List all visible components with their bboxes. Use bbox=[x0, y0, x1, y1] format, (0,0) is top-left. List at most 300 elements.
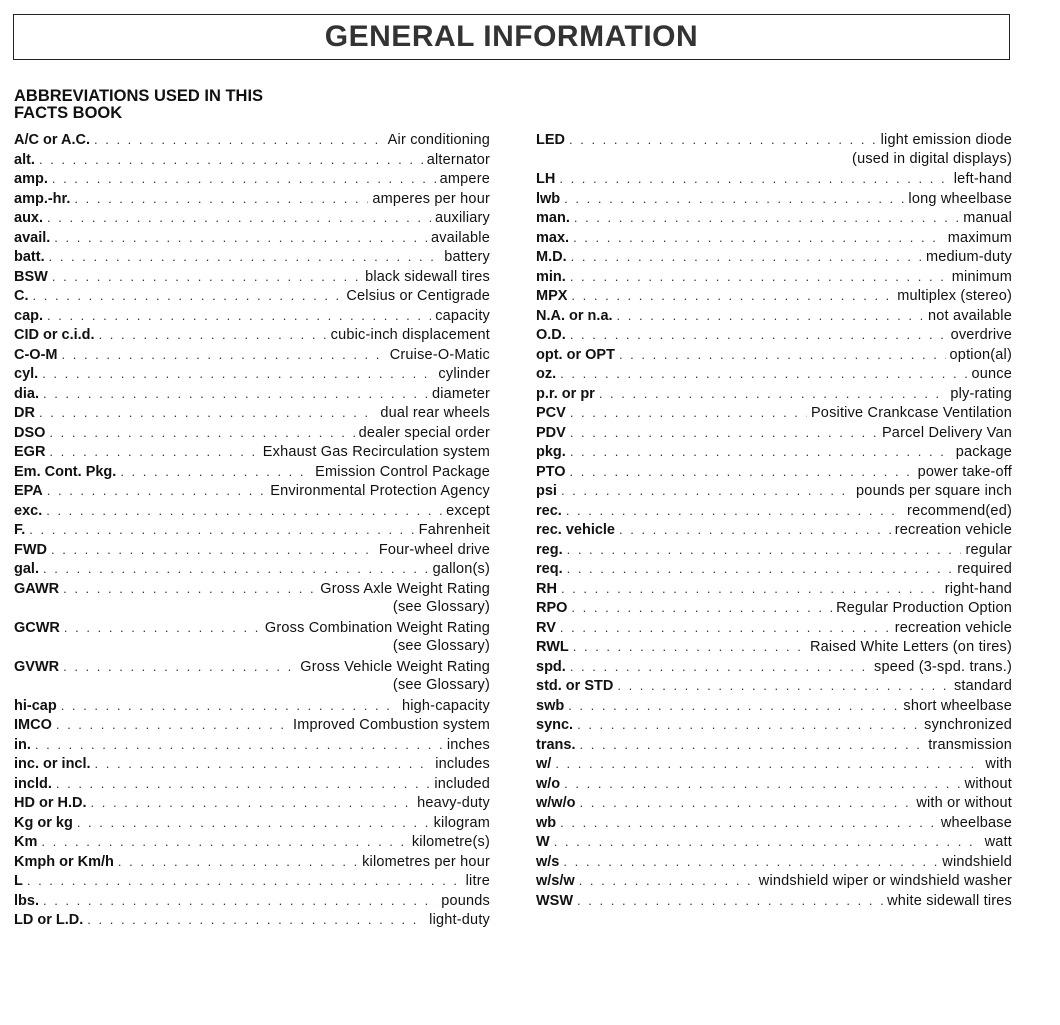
abbreviation-term: lbs. bbox=[14, 892, 39, 909]
dot-leader bbox=[577, 715, 920, 735]
dot-leader bbox=[617, 676, 950, 696]
abbreviation-meaning: Gross Vehicle Weight Rating bbox=[300, 658, 490, 675]
dot-leader bbox=[99, 325, 327, 345]
dot-leader bbox=[571, 247, 922, 267]
abbreviation-term: reg. bbox=[536, 541, 563, 558]
abbreviation-term: req. bbox=[536, 561, 563, 577]
dot-leader bbox=[87, 910, 425, 930]
abbreviation-term: CID or c.i.d. bbox=[14, 327, 95, 343]
dot-leader bbox=[35, 735, 443, 755]
abbreviation-term: amp. bbox=[14, 171, 48, 187]
abbreviation-term: FWD bbox=[14, 541, 48, 558]
abbreviation-term: PTO bbox=[536, 463, 566, 480]
abbreviation-entry bbox=[536, 540, 1012, 560]
abbreviation-meaning: medium-duty bbox=[925, 249, 1012, 265]
abbreviation-meaning: includes bbox=[435, 756, 490, 772]
abbreviation-meaning: included bbox=[434, 775, 490, 792]
dot-leader bbox=[570, 462, 914, 482]
abbreviation-entry bbox=[536, 501, 1012, 521]
abbreviation-entry bbox=[14, 384, 490, 404]
abbreviation-meaning: alternator bbox=[426, 151, 490, 168]
dot-leader bbox=[62, 345, 386, 365]
abbreviation-entry bbox=[14, 910, 490, 930]
dot-leader bbox=[560, 618, 891, 638]
dot-leader bbox=[77, 813, 430, 833]
dot-leader bbox=[47, 481, 266, 501]
dot-leader bbox=[555, 754, 981, 774]
abbreviation-entry bbox=[536, 657, 1012, 677]
abbreviation-entry bbox=[14, 540, 490, 560]
abbreviation-term: batt. bbox=[14, 249, 45, 265]
abbreviation-meaning: Gross Combination Weight Rating bbox=[264, 619, 490, 636]
abbreviation-entry bbox=[14, 618, 490, 657]
abbreviation-entry bbox=[536, 345, 1012, 365]
abbreviation-term: swb bbox=[536, 697, 565, 714]
abbreviation-entry bbox=[536, 871, 1012, 891]
abbreviation-term: MPX bbox=[536, 288, 568, 304]
abbreviation-term: w/s bbox=[536, 853, 560, 870]
abbreviation-term: IMCO bbox=[14, 717, 52, 733]
abbreviation-entry bbox=[536, 247, 1012, 267]
dot-leader bbox=[579, 793, 912, 813]
dot-leader bbox=[579, 871, 755, 891]
dot-leader bbox=[574, 208, 959, 228]
abbreviation-meaning: Fahrenheit bbox=[418, 522, 490, 538]
abbreviation-meaning: diameter bbox=[431, 385, 490, 402]
abbreviation-meaning: windshield bbox=[942, 853, 1012, 870]
dot-leader bbox=[570, 657, 870, 677]
abbreviation-term: psi bbox=[536, 483, 557, 499]
dot-leader bbox=[573, 637, 806, 657]
abbreviation-entry bbox=[14, 579, 490, 618]
abbreviation-meaning: Celsius or Centigrade bbox=[346, 288, 490, 304]
abbreviation-meaning: light-duty bbox=[429, 912, 490, 928]
abbreviation-meaning: Improved Combustion system bbox=[293, 717, 490, 733]
abbreviation-entry bbox=[536, 403, 1012, 423]
abbreviation-term: gal. bbox=[14, 561, 39, 577]
abbreviation-entry bbox=[14, 130, 490, 150]
abbreviation-entry bbox=[14, 267, 490, 287]
abbreviation-entry bbox=[536, 481, 1012, 501]
abbreviation-term: GCWR bbox=[14, 619, 60, 636]
abbreviation-meaning: ampere bbox=[439, 171, 490, 187]
abbreviation-meaning: black sidewall tires bbox=[365, 268, 490, 285]
dot-leader bbox=[39, 403, 376, 423]
dot-leader bbox=[560, 364, 967, 384]
abbreviation-entry bbox=[14, 169, 490, 189]
dot-leader bbox=[43, 891, 437, 911]
abbreviation-entry bbox=[536, 325, 1012, 345]
dot-leader bbox=[95, 754, 432, 774]
dot-leader bbox=[52, 169, 436, 189]
abbreviation-entry bbox=[536, 598, 1012, 618]
dot-leader bbox=[559, 169, 949, 189]
abbreviation-entry bbox=[14, 364, 490, 384]
dot-leader bbox=[54, 228, 427, 248]
abbreviation-meaning: minimum bbox=[951, 268, 1012, 285]
page-title-box bbox=[13, 14, 1010, 60]
abbreviation-entry bbox=[14, 832, 490, 852]
abbreviation-meaning: manual bbox=[963, 210, 1012, 226]
abbreviation-meaning: with or without bbox=[916, 795, 1012, 811]
dot-leader bbox=[617, 306, 924, 326]
abbreviation-entry bbox=[536, 891, 1012, 911]
dot-leader bbox=[49, 442, 258, 462]
page-title: GENERAL INFORMATION bbox=[324, 20, 699, 53]
abbreviation-meaning: standard bbox=[953, 678, 1012, 694]
abbreviation-entry bbox=[536, 852, 1012, 872]
dot-leader bbox=[561, 579, 941, 599]
dot-leader bbox=[577, 891, 883, 911]
abbreviation-term: L bbox=[14, 873, 23, 889]
abbreviation-term: F. bbox=[14, 522, 26, 538]
abbreviation-meaning: Environmental Protection Agency bbox=[270, 483, 490, 499]
abbreviation-term: avail. bbox=[14, 229, 51, 246]
dot-leader bbox=[56, 774, 431, 794]
dot-leader bbox=[49, 423, 354, 443]
abbreviation-meaning: pounds per square inch bbox=[856, 483, 1012, 499]
dot-leader bbox=[564, 774, 960, 794]
abbreviation-meaning-continued: (see Glossary) bbox=[392, 599, 490, 615]
abbreviation-meaning: Air conditioning bbox=[387, 132, 490, 148]
abbreviation-meaning-continued: (used in digital displays) bbox=[852, 150, 1012, 167]
dot-leader bbox=[118, 852, 358, 872]
abbreviation-meaning: gallon(s) bbox=[432, 561, 490, 577]
abbreviation-entry bbox=[14, 793, 490, 813]
dot-leader bbox=[573, 228, 944, 248]
abbreviation-meaning: ply-rating bbox=[950, 385, 1012, 402]
abbreviation-entry bbox=[536, 208, 1012, 228]
abbreviation-term: Kmph or Km/h bbox=[14, 853, 114, 870]
dot-leader bbox=[566, 501, 903, 521]
abbreviation-entry bbox=[14, 423, 490, 443]
dot-leader bbox=[56, 715, 289, 735]
abbreviation-term: PCV bbox=[536, 405, 566, 421]
abbreviation-meaning: white sidewall tires bbox=[887, 892, 1012, 909]
abbreviation-term: in. bbox=[14, 736, 31, 753]
abbreviation-meaning: long wheelbase bbox=[908, 190, 1012, 207]
abbreviation-term: O.D. bbox=[536, 327, 566, 343]
dot-leader bbox=[619, 520, 891, 540]
abbreviation-term: dia. bbox=[14, 385, 39, 402]
abbreviation-term: w/ bbox=[536, 756, 552, 772]
dot-leader bbox=[41, 832, 407, 852]
dot-leader bbox=[42, 364, 434, 384]
abbreviation-term: WSW bbox=[536, 892, 574, 909]
abbreviation-term: alt. bbox=[14, 151, 35, 168]
abbreviation-term: DSO bbox=[14, 424, 46, 441]
abbreviation-meaning: litre bbox=[465, 873, 490, 889]
dot-leader bbox=[571, 286, 893, 306]
abbreviation-meaning: overdrive bbox=[950, 327, 1012, 343]
abbreviation-meaning: capacity bbox=[435, 307, 490, 324]
abbreviation-term: man. bbox=[536, 210, 570, 226]
dot-leader bbox=[568, 696, 899, 716]
abbreviation-term: HD or H.D. bbox=[14, 795, 87, 811]
abbreviation-meaning: required bbox=[957, 561, 1012, 577]
abbreviation-entry bbox=[14, 852, 490, 872]
abbreviation-entry bbox=[536, 696, 1012, 716]
abbreviation-entry bbox=[536, 520, 1012, 540]
dot-leader bbox=[567, 540, 962, 560]
dot-leader bbox=[51, 540, 375, 560]
abbreviation-meaning: package bbox=[955, 444, 1012, 460]
abbreviation-term: C-O-M bbox=[14, 346, 58, 363]
abbreviation-entry bbox=[536, 442, 1012, 462]
abbreviation-entry bbox=[14, 150, 490, 170]
dot-leader bbox=[27, 871, 462, 891]
abbreviation-term: p.r. or pr bbox=[536, 385, 595, 402]
abbreviation-entry bbox=[14, 657, 490, 696]
abbreviation-entry bbox=[14, 520, 490, 540]
abbreviation-term: DR bbox=[14, 405, 35, 421]
abbreviation-entry bbox=[536, 735, 1012, 755]
abbreviation-entry bbox=[14, 774, 490, 794]
abbreviation-entry bbox=[14, 208, 490, 228]
abbreviations-right-column bbox=[536, 130, 1012, 910]
abbreviation-entry bbox=[14, 696, 490, 716]
abbreviation-term: N.A. or n.a. bbox=[536, 307, 613, 324]
abbreviation-term: Em. Cont. Pkg. bbox=[14, 463, 117, 480]
abbreviation-entry bbox=[14, 462, 490, 482]
abbreviation-entry bbox=[536, 228, 1012, 248]
dot-leader bbox=[563, 852, 938, 872]
abbreviation-term: LH bbox=[536, 171, 556, 187]
abbreviation-entry bbox=[536, 715, 1012, 735]
dot-leader bbox=[49, 247, 441, 267]
abbreviation-entry bbox=[536, 559, 1012, 579]
abbreviation-entry bbox=[14, 715, 490, 735]
abbreviation-term: pkg. bbox=[536, 444, 566, 460]
abbreviation-term: oz. bbox=[536, 366, 557, 382]
abbreviation-term: LED bbox=[536, 132, 565, 148]
abbreviation-meaning: Cruise-O-Matic bbox=[389, 346, 490, 363]
abbreviation-entry bbox=[536, 774, 1012, 794]
abbreviation-meaning: kilogram bbox=[433, 814, 490, 831]
abbreviation-meaning: without bbox=[964, 775, 1012, 792]
abbreviation-meaning: light emission diode bbox=[880, 132, 1012, 148]
abbreviation-term: RH bbox=[536, 580, 557, 597]
abbreviation-term: opt. or OPT bbox=[536, 346, 615, 363]
abbreviation-term: PDV bbox=[536, 424, 566, 441]
dot-leader bbox=[599, 384, 947, 404]
dot-leader bbox=[94, 130, 384, 150]
abbreviation-term: max. bbox=[536, 229, 570, 246]
abbreviation-meaning: recreation vehicle bbox=[894, 522, 1012, 538]
abbreviation-term: w/s/w bbox=[536, 873, 575, 889]
abbreviation-meaning: synchronized bbox=[924, 717, 1012, 733]
section-heading-line2: FACTS BOOK bbox=[14, 104, 123, 122]
dot-leader bbox=[570, 423, 878, 443]
abbreviation-meaning: transmission bbox=[928, 736, 1012, 753]
abbreviation-term: rec. bbox=[536, 502, 562, 519]
dot-leader bbox=[63, 579, 316, 599]
abbreviation-meaning: recommend(ed) bbox=[907, 502, 1012, 519]
dot-leader bbox=[570, 442, 952, 462]
abbreviation-entry bbox=[536, 618, 1012, 638]
dot-leader bbox=[571, 598, 832, 618]
abbreviation-term: trans. bbox=[536, 736, 576, 753]
abbreviation-entry bbox=[14, 247, 490, 267]
abbreviation-term: aux. bbox=[14, 210, 44, 226]
abbreviation-entry bbox=[14, 403, 490, 423]
abbreviation-term: LD or L.D. bbox=[14, 912, 84, 928]
dot-leader bbox=[560, 813, 937, 833]
abbreviation-entry bbox=[536, 637, 1012, 657]
abbreviation-entry bbox=[14, 871, 490, 891]
abbreviation-meaning: Four-wheel drive bbox=[378, 541, 490, 558]
abbreviation-meaning: left-hand bbox=[953, 171, 1012, 187]
abbreviation-meaning: with bbox=[985, 756, 1012, 772]
abbreviation-term: incld. bbox=[14, 775, 52, 792]
abbreviation-term: std. or STD bbox=[536, 678, 614, 694]
dot-leader bbox=[33, 286, 343, 306]
abbreviation-term: cyl. bbox=[14, 366, 39, 382]
section-heading-line1: ABBREVIATIONS USED IN THIS bbox=[14, 87, 264, 105]
abbreviation-term: rec. vehicle bbox=[536, 522, 615, 538]
dot-leader bbox=[47, 208, 431, 228]
abbreviation-entry bbox=[536, 754, 1012, 774]
abbreviation-term: RWL bbox=[536, 639, 569, 655]
abbreviation-meaning: ounce bbox=[971, 366, 1012, 382]
abbreviation-term: RV bbox=[536, 619, 556, 636]
abbreviation-term: EGR bbox=[14, 444, 46, 460]
abbreviation-entry bbox=[536, 579, 1012, 599]
abbreviation-meaning: available bbox=[430, 229, 490, 246]
abbreviation-entry bbox=[14, 306, 490, 326]
abbreviation-entry bbox=[536, 267, 1012, 287]
section-heading bbox=[14, 88, 344, 122]
dot-leader bbox=[564, 189, 904, 209]
dot-leader bbox=[29, 520, 414, 540]
dot-leader bbox=[46, 501, 442, 521]
abbreviation-meaning: Raised White Letters (on tires) bbox=[809, 639, 1012, 655]
dot-leader bbox=[580, 735, 925, 755]
abbreviation-entry bbox=[14, 189, 490, 209]
abbreviation-meaning: Gross Axle Weight Rating bbox=[320, 580, 490, 597]
abbreviation-meaning: heavy-duty bbox=[417, 795, 490, 811]
abbreviation-term: EPA bbox=[14, 483, 43, 499]
dot-leader bbox=[43, 384, 428, 404]
abbreviation-meaning: Exhaust Gas Recirculation system bbox=[262, 444, 490, 460]
abbreviation-meaning: dealer special order bbox=[358, 424, 490, 441]
abbreviation-meaning-continued: (see Glossary) bbox=[392, 638, 490, 654]
abbreviation-term: W bbox=[536, 834, 550, 850]
abbreviation-term: exc. bbox=[14, 502, 43, 519]
abbreviation-meaning: speed (3-spd. trans.) bbox=[874, 658, 1012, 675]
abbreviation-entry bbox=[536, 286, 1012, 306]
abbreviation-entry bbox=[536, 793, 1012, 813]
abbreviation-meaning: windshield wiper or windshield washer bbox=[758, 873, 1012, 889]
abbreviation-entry bbox=[536, 832, 1012, 852]
dot-leader bbox=[561, 481, 852, 501]
abbreviation-entry bbox=[536, 169, 1012, 189]
dot-leader bbox=[61, 696, 398, 716]
abbreviation-term: M.D. bbox=[536, 249, 567, 265]
abbreviation-meaning: option(al) bbox=[949, 346, 1012, 363]
abbreviation-meaning: recreation vehicle bbox=[894, 619, 1012, 636]
abbreviation-term: wb bbox=[536, 814, 557, 831]
abbreviation-term: w/o bbox=[536, 775, 561, 792]
abbreviation-entry bbox=[536, 130, 1012, 169]
dot-leader bbox=[570, 325, 947, 345]
abbreviation-meaning: auxiliary bbox=[435, 210, 490, 226]
dot-leader bbox=[91, 793, 414, 813]
abbreviation-term: amp.-hr. bbox=[14, 190, 71, 207]
abbreviation-term: cap. bbox=[14, 307, 44, 324]
abbreviation-term: GAWR bbox=[14, 580, 60, 597]
abbreviation-entry bbox=[536, 676, 1012, 696]
abbreviation-entry bbox=[14, 325, 490, 345]
abbreviation-meaning: Regular Production Option bbox=[836, 600, 1012, 616]
abbreviation-meaning: amperes per hour bbox=[372, 190, 490, 207]
abbreviation-entry bbox=[14, 501, 490, 521]
abbreviation-meaning: multiplex (stereo) bbox=[897, 288, 1012, 304]
abbreviation-term: BSW bbox=[14, 268, 48, 285]
dot-leader bbox=[570, 403, 807, 423]
abbreviation-meaning: inches bbox=[446, 736, 490, 753]
abbreviation-term: spd. bbox=[536, 658, 566, 675]
abbreviation-meaning: battery bbox=[444, 249, 490, 265]
abbreviation-entry bbox=[536, 384, 1012, 404]
abbreviation-meaning: dual rear wheels bbox=[380, 405, 490, 421]
abbreviation-term: Kg or kg bbox=[14, 814, 73, 831]
dot-leader bbox=[63, 657, 296, 677]
abbreviation-entry bbox=[536, 423, 1012, 443]
abbreviation-meaning-continued: (see Glossary) bbox=[392, 677, 490, 693]
abbreviation-entry bbox=[14, 286, 490, 306]
dot-leader bbox=[619, 345, 946, 365]
abbreviation-term: Km bbox=[14, 834, 38, 850]
abbreviation-meaning: wheelbase bbox=[940, 814, 1012, 831]
abbreviation-meaning: Positive Crankcase Ventilation bbox=[810, 405, 1012, 421]
abbreviation-term: A/C or A.C. bbox=[14, 132, 90, 148]
abbreviation-meaning: kilometre(s) bbox=[411, 834, 490, 850]
abbreviation-entry bbox=[14, 754, 490, 774]
dot-leader bbox=[120, 462, 311, 482]
abbreviation-meaning: power take-off bbox=[917, 463, 1012, 480]
dot-leader bbox=[52, 267, 361, 287]
abbreviation-meaning: maximum bbox=[947, 229, 1012, 246]
abbreviation-meaning: Parcel Delivery Van bbox=[881, 424, 1012, 441]
abbreviation-entry bbox=[536, 462, 1012, 482]
abbreviation-term: w/w/o bbox=[536, 795, 576, 811]
abbreviation-term: hi-cap bbox=[14, 697, 57, 714]
abbreviation-term: RPO bbox=[536, 600, 568, 616]
dot-leader bbox=[64, 618, 261, 638]
abbreviation-meaning: cylinder bbox=[438, 366, 490, 382]
abbreviation-entry bbox=[14, 891, 490, 911]
abbreviation-meaning: regular bbox=[965, 541, 1012, 558]
dot-leader bbox=[47, 306, 431, 326]
abbreviation-meaning: high-capacity bbox=[401, 697, 490, 714]
abbreviation-entry bbox=[536, 189, 1012, 209]
abbreviation-term: inc. or incl. bbox=[14, 756, 91, 772]
abbreviation-entry bbox=[14, 735, 490, 755]
abbreviation-meaning: Emission Control Package bbox=[315, 463, 490, 480]
dot-leader bbox=[43, 559, 429, 579]
dot-leader bbox=[74, 189, 368, 209]
abbreviation-entry bbox=[14, 813, 490, 833]
abbreviation-entry bbox=[14, 228, 490, 248]
abbreviation-entry bbox=[536, 813, 1012, 833]
abbreviation-meaning: kilometres per hour bbox=[362, 853, 490, 870]
dot-leader bbox=[567, 559, 954, 579]
dot-leader bbox=[570, 267, 948, 287]
abbreviation-meaning: watt bbox=[984, 834, 1012, 850]
abbreviation-term: C. bbox=[14, 288, 29, 304]
abbreviation-term: lwb bbox=[536, 190, 561, 207]
